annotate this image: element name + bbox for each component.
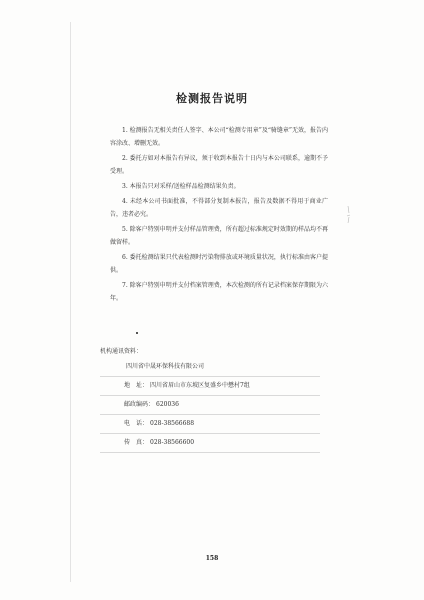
note-item: 5. 除客户特别申明并支付样品管理费，所有超过标准规定时效期的样品均不再做留样。 — [110, 226, 328, 246]
page-number: 158 — [205, 555, 219, 562]
contact-phone-row — [100, 415, 320, 434]
note-item: 3. 本报告只对采样/送检样品检测结果负责。 — [122, 183, 240, 190]
note-item: 1. 检测报告无相关责任人签字、本公司“检测专用章”及“骑缝章”无效，报告内容涂改、增删无效。 — [110, 127, 328, 147]
note-item: 6. 委托检测结果只代表检测时污染物排放或环境质量状况，执行标准由客户提供。 — [110, 254, 328, 274]
contact-heading: 机构通讯资料： — [100, 348, 143, 355]
fax-value: 028-38566600 — [150, 439, 195, 446]
stray-mark — [136, 332, 138, 334]
address-label: 地 址： — [124, 382, 149, 389]
note-item: 7. 除客户特别申明并支付档案管理费，本次检测的所有记录档案保存期限为六年。 — [110, 282, 328, 302]
postal-label: 邮政编码： — [124, 401, 155, 408]
contact-fax-row — [100, 434, 320, 453]
contact-info — [100, 346, 320, 453]
phone-label: 电 话： — [124, 420, 149, 427]
contact-postal-row — [100, 396, 320, 415]
postal-value: 620036 — [156, 401, 179, 408]
handwritten-mark — [346, 204, 354, 224]
note-item: 2. 委托方如对本报告有异议，须于收到本报告十日内与本公司联系，逾期不予受理。 — [110, 155, 328, 175]
contact-company-row — [100, 358, 320, 377]
phone-value: 028-38566688 — [150, 420, 195, 427]
binding-margin-line — [70, 22, 71, 582]
note-item: 4. 未经本公司书面批准，不得部分复制本报告，报告及数据不得用于商业广告，违者必究。 — [110, 198, 328, 218]
page-title: 检测报告说明 — [176, 92, 248, 105]
address-value: 四川省眉山市东坡区复盛乡中懋村7组 — [150, 382, 250, 389]
notes-list — [110, 124, 328, 307]
contact-address-row — [100, 377, 320, 396]
fax-label: 传 真： — [124, 439, 149, 446]
company-name: 四川省中晟环保科技有限公司 — [126, 363, 205, 370]
